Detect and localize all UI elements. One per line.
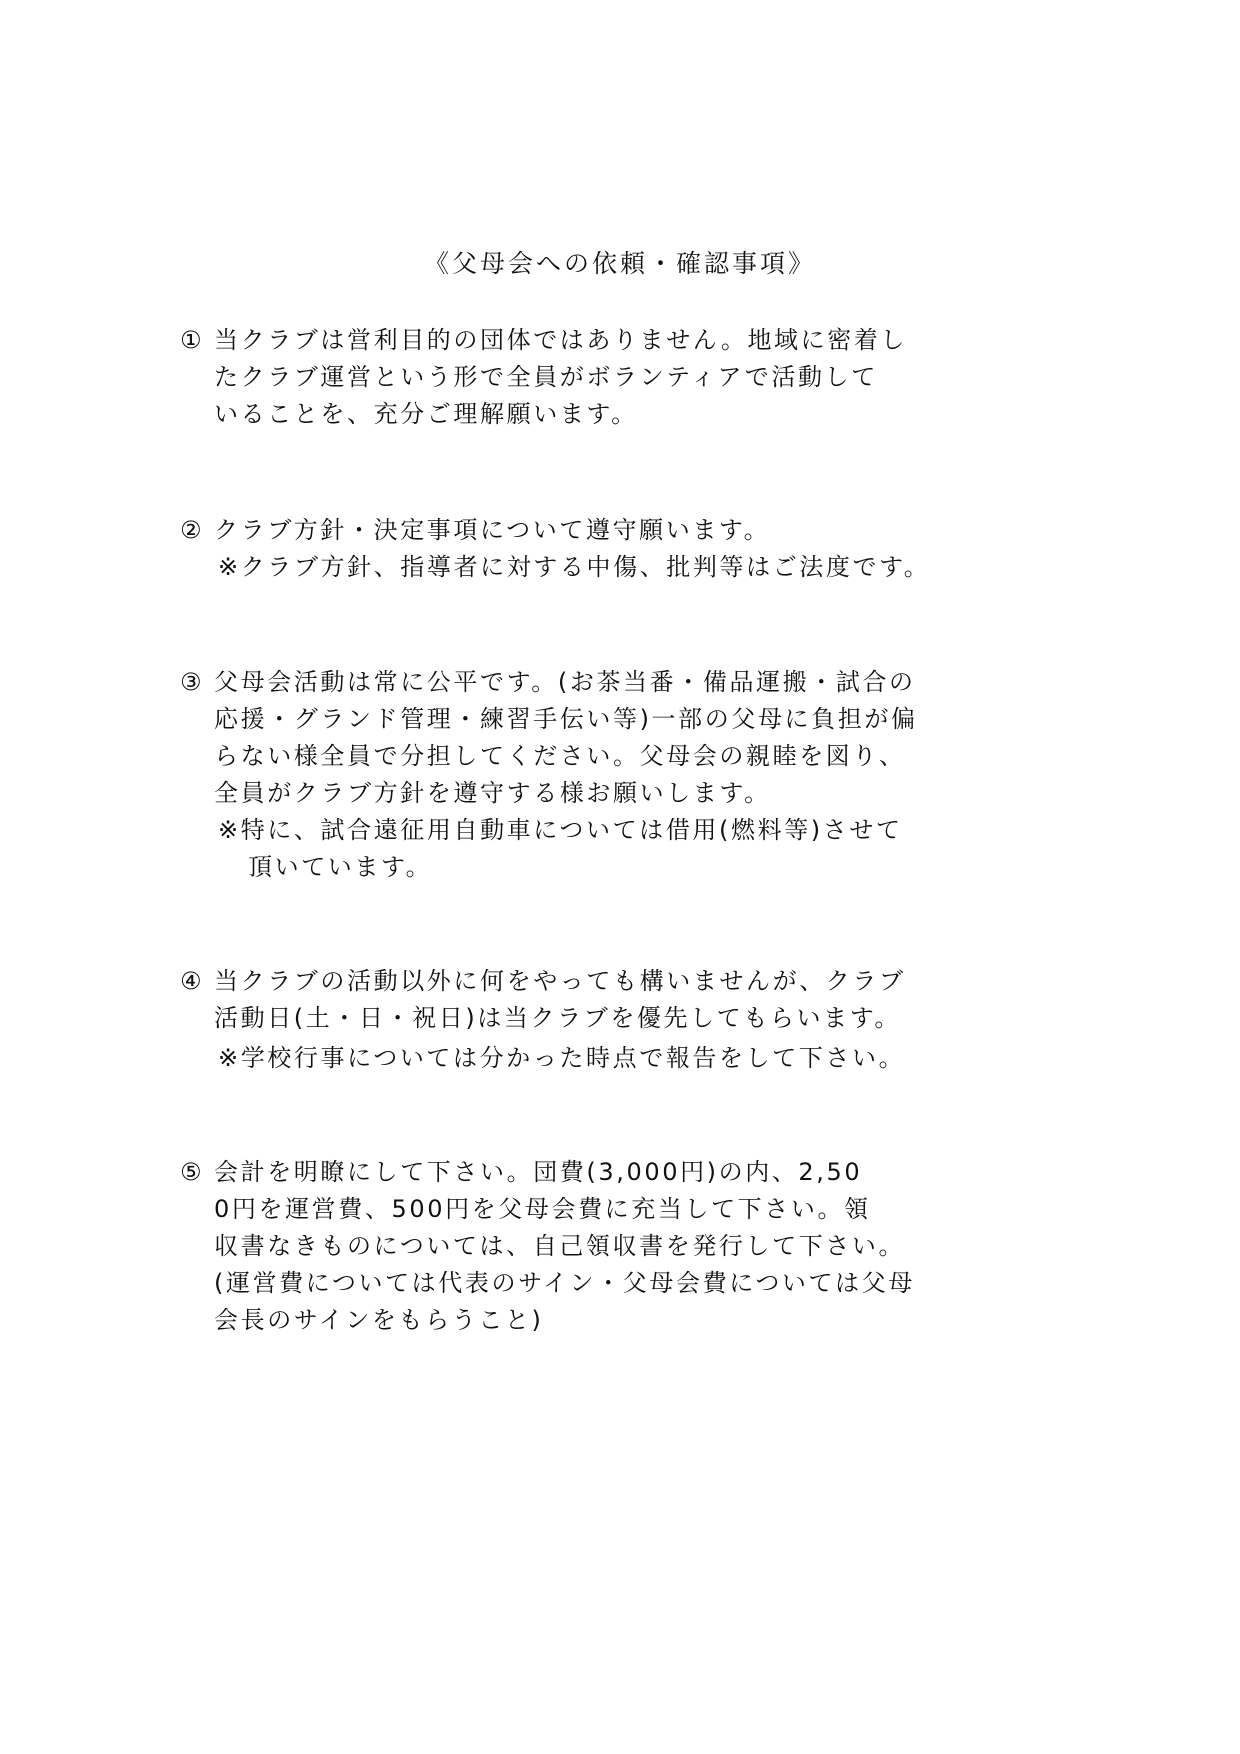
document-title: 《父母会への依頼・確認事項》 xyxy=(423,249,816,278)
item-3-line-2: 応援・グランド管理・練習手伝い等)一部の父母に負担が偏 xyxy=(214,705,918,733)
item-5-line-1: ⑤ 会計を明瞭にして下さい。団費(3,000円)の内、2,50 xyxy=(180,1154,862,1190)
item-5-line-4: (運営費については代表のサイン・父母会費については父母 xyxy=(214,1269,915,1297)
item-1-number: ① xyxy=(180,326,205,354)
item-4-note-1: ※学校行事については分かった時点で報告をして下さい。 xyxy=(218,1044,906,1072)
item-3-note-1: ※特に、試合遠征用自動車については借用(燃料等)させて xyxy=(218,816,903,844)
item-5-number: ⑤ xyxy=(180,1158,205,1186)
item-1-line-2: たクラブ運営という形で全員がボランティアで活動して xyxy=(214,363,878,391)
item-5-line-3: 収書なきものについては、自己領収書を発行して下さい。 xyxy=(214,1232,906,1260)
item-3-note-2: 頂いています。 xyxy=(248,853,433,881)
item-1-line-3: いることを、充分ご理解願います。 xyxy=(214,400,638,428)
item-2-note-1: ※クラブ方針、指導者に対する中傷、批判等はご法度です。 xyxy=(218,553,931,581)
item-4-number: ④ xyxy=(180,967,205,995)
item-1-line-1: ① 当クラブは営利目的の団体ではありません。地域に密着し xyxy=(180,322,907,358)
item-5-line-5: 会長のサインをもらうこと) xyxy=(214,1306,544,1334)
item-3-line-1: ③ 父母会活動は常に公平です。(お茶当番・備品運搬・試合の xyxy=(180,664,916,700)
item-3-number: ③ xyxy=(180,668,205,696)
item-4-line-1: ④ 当クラブの活動以外に何をやっても構いませんが、クラブ xyxy=(180,963,906,999)
item-3-line-3: らない様全員で分担してください。父母会の親睦を図り、 xyxy=(214,742,906,770)
item-5-line-2: 0円を運営費、500円を父母会費に充当して下さい。領 xyxy=(214,1195,871,1223)
item-3-line-4: 全員がクラブ方針を遵守する様お願いします。 xyxy=(214,779,771,807)
item-2-number: ② xyxy=(180,516,205,544)
item-2-line-1: ② クラブ方針・決定事項について遵守願います。 xyxy=(180,512,770,548)
item-4-line-2: 活動日(土・日・祝日)は当クラブを優先してもらいます。 xyxy=(214,1004,902,1032)
